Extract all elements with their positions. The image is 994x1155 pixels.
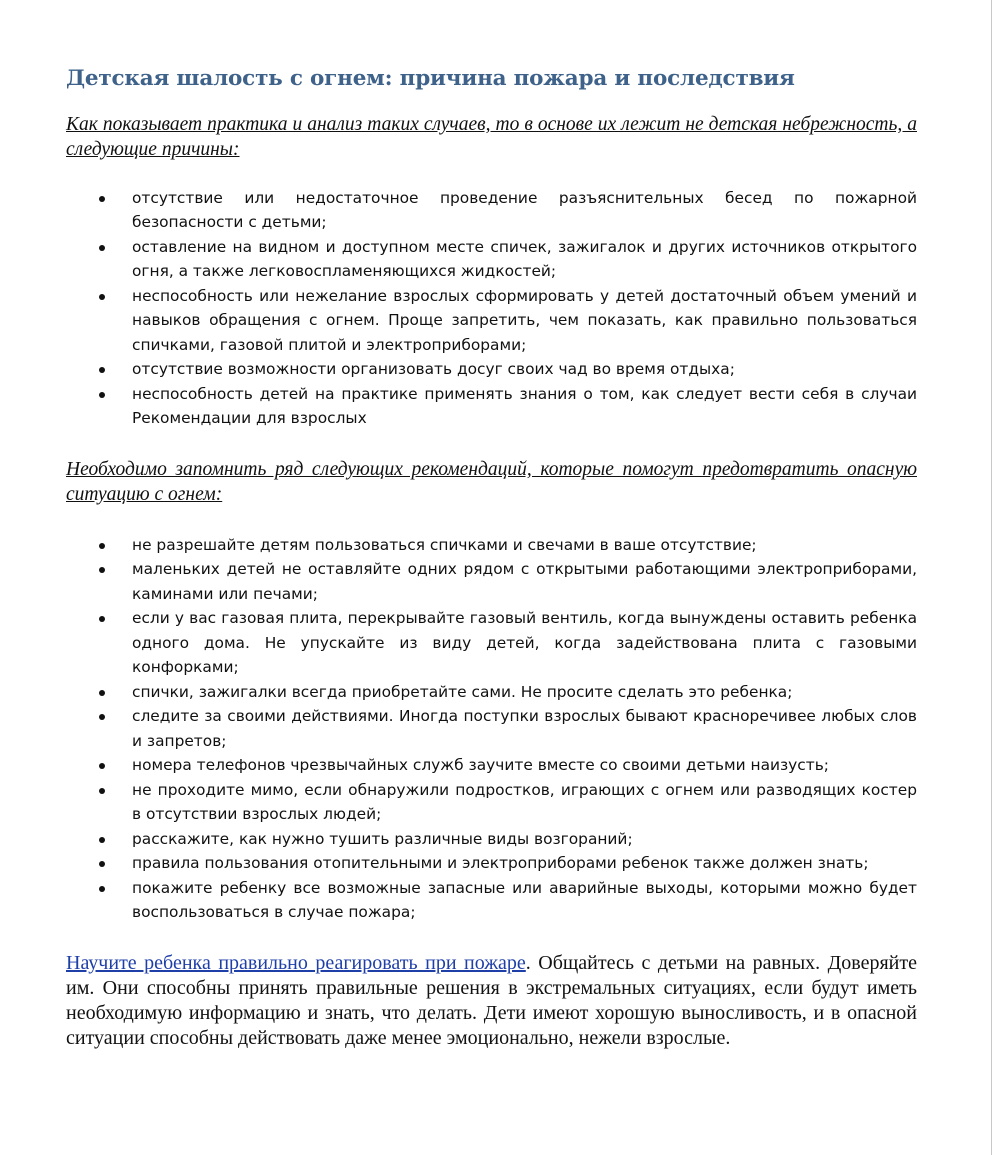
list-item: [66, 704, 917, 753]
list-item-text: не проходите мимо, если обнаружили подростков, играющих с огнем или разводящих костер в отсутствии взрослых людей;: [132, 780, 917, 824]
bullet-icon: [99, 788, 105, 794]
list-item: [66, 753, 917, 778]
list-item: [66, 382, 917, 431]
list-item-text: расскажите, как нужно тушить различные виды возгораний;: [132, 829, 633, 848]
section1-intro: Как показывает практика и анализ таких случаев, то в основе их лежит не детская небрежность, а следующие причины:: [66, 113, 917, 160]
bullet-icon: [99, 690, 105, 696]
bullet-icon: [99, 616, 105, 622]
list-item-text: если у вас газовая плита, перекрывайте газовый вентиль, когда вынуждены оставить ребенка одного дома. Не упускайте из виду детей, когда задействована плита с газовыми конфорками;: [132, 609, 917, 677]
document-body: [66, 66, 917, 1051]
bullet-icon: [99, 543, 105, 549]
list-item-text: спички, зажигалки всегда приобретайте сами. Не просите сделать это ребенка;: [132, 682, 793, 701]
bullet-icon: [99, 392, 105, 398]
bullet-icon: [99, 763, 105, 769]
bullet-icon: [99, 367, 105, 373]
bullet-icon: [99, 294, 105, 300]
bullet-icon: [99, 714, 105, 720]
list-item-text: неспособность детей на практике применять знания о том, как следует вести себя в случаи Рекомендации для взрослых: [132, 384, 917, 428]
bullet-icon: [99, 837, 105, 843]
list-item-text: отсутствие возможности организовать досуг своих чад во время отдыха;: [132, 360, 735, 379]
bullet-icon: [99, 567, 105, 573]
list-item: [66, 235, 917, 284]
causes-list: [66, 186, 917, 431]
list-item-text: следите за своими действиями. Иногда поступки взрослых бывают красноречивее любых слов и запретов;: [132, 707, 917, 750]
list-item: [66, 186, 917, 235]
list-item-text: отсутствие или недостаточное проведение разъяснительных бесед по пожарной безопасности с детьми;: [132, 188, 917, 232]
list-item: [66, 680, 917, 705]
list-item: [66, 606, 917, 680]
list-item: [66, 851, 917, 876]
list-item-text: не разрешайте детям пользоваться спичками и свечами в ваше отсутствие;: [132, 535, 757, 554]
list-item-text: маленьких детей не оставляйте одних рядом с открытыми работающими электроприборами, каминами или печами;: [132, 560, 917, 603]
bullet-icon: [99, 245, 105, 251]
document-title: Детская шалость с огнем: причина пожара и последствия: [66, 66, 795, 91]
bullet-icon: [99, 861, 105, 867]
list-item-text: неспособность или нежелание взрослых сформировать у детей достаточный объем умений и навыков обращения с огнем. Проще запретить, чем показать, как правильно пользоваться спичками, газовой плитой и электроприборами;: [132, 286, 917, 354]
recommendations-list: [66, 533, 917, 925]
list-item: [66, 284, 917, 358]
list-item-text: оставление на видном и доступном месте спичек, зажигалок и других источников открытого огня, а также легковоспламеняющихся жидкостей;: [132, 237, 917, 281]
list-item: [66, 778, 917, 827]
page-edge-divider: [991, 0, 992, 1155]
list-item-text: номера телефонов чрезвычайных служб заучите вместе со своими детьми наизусть;: [132, 756, 829, 775]
list-item: [66, 357, 917, 382]
list-item-text: правила пользования отопительными и электроприборами ребенок также должен знать;: [132, 854, 869, 873]
section2-intro: Необходимо запомнить ряд следующих рекомендаций, которые помогут предотвратить опасную ситуацию с огнем:: [66, 458, 917, 505]
list-item: [66, 827, 917, 852]
bullet-icon: [99, 886, 105, 892]
list-item-text: покажите ребенку все возможные запасные или аварийные выходы, которыми можно будет воспользоваться в случае пожара;: [132, 878, 917, 922]
list-item: [66, 876, 917, 925]
list-item: [66, 533, 917, 558]
closing-text: . Общайтесь с детьми на равных. Доверяйте им. Они способны принять правильные решения в экстремальных ситуациях, если будут иметь необходимую информацию и знать, что делать. Дети имеют хорошую выносливость, и в опасной ситуации способны действовать даже менее эмоционально, нежели взрослые.: [66, 951, 917, 1049]
list-item: [66, 557, 917, 606]
fire-reaction-link[interactable]: Научите ребенка правильно реагировать при пожаре: [66, 951, 526, 974]
closing-paragraph: [66, 951, 917, 1051]
bullet-icon: [99, 196, 105, 202]
